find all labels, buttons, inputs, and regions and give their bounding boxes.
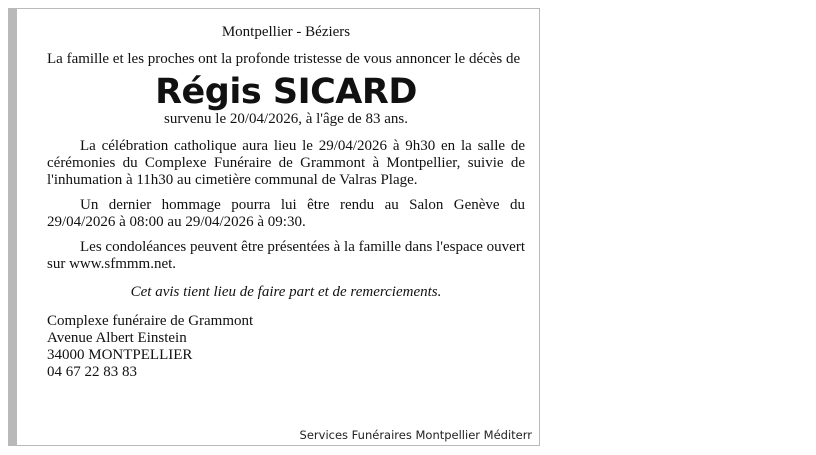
region-header: Montpellier - Béziers xyxy=(221,24,351,40)
tribute-paragraph: Un dernier hommage pourra lui être rendu au Salon Genève du 29/04/2026 à 08:00 au 29/04/2026 à 09:30. xyxy=(47,197,525,230)
obituary-notice xyxy=(8,8,540,446)
condolences-paragraph: Les condoléances peuvent être présentées à la famille dans l'espace ouvert sur www.sfmmm.net. xyxy=(47,239,525,272)
address-line-phone: 04 67 22 83 83 xyxy=(47,364,137,380)
funeral-service-footer: Services Funéraires Montpellier Méditerr xyxy=(299,428,532,442)
notice-body xyxy=(47,24,525,381)
ceremony-paragraph: La célébration catholique aura lieu le 29/04/2026 à 9h30 en la salle de cérémonies du Complexe Funéraire de Grammont à Montpellier, suivie de l'inhumation à 11h30 au cimetière communal de Valras Plage. xyxy=(47,138,525,188)
death-date-line: survenu le 20/04/2026, à l'âge de 83 ans. xyxy=(164,111,408,127)
intro-text: La famille et les proches ont la profonde tristesse de vous annoncer le décès de xyxy=(47,51,521,67)
address-line-city: 34000 MONTPELLIER xyxy=(47,347,193,363)
closing-statement: Cet avis tient lieu de faire part et de remerciements. xyxy=(130,284,442,300)
deceased-name: Régis SICARD xyxy=(155,72,417,112)
address-line-name: Complexe funéraire de Grammont xyxy=(47,313,254,329)
address-line-street: Avenue Albert Einstein xyxy=(47,330,187,346)
